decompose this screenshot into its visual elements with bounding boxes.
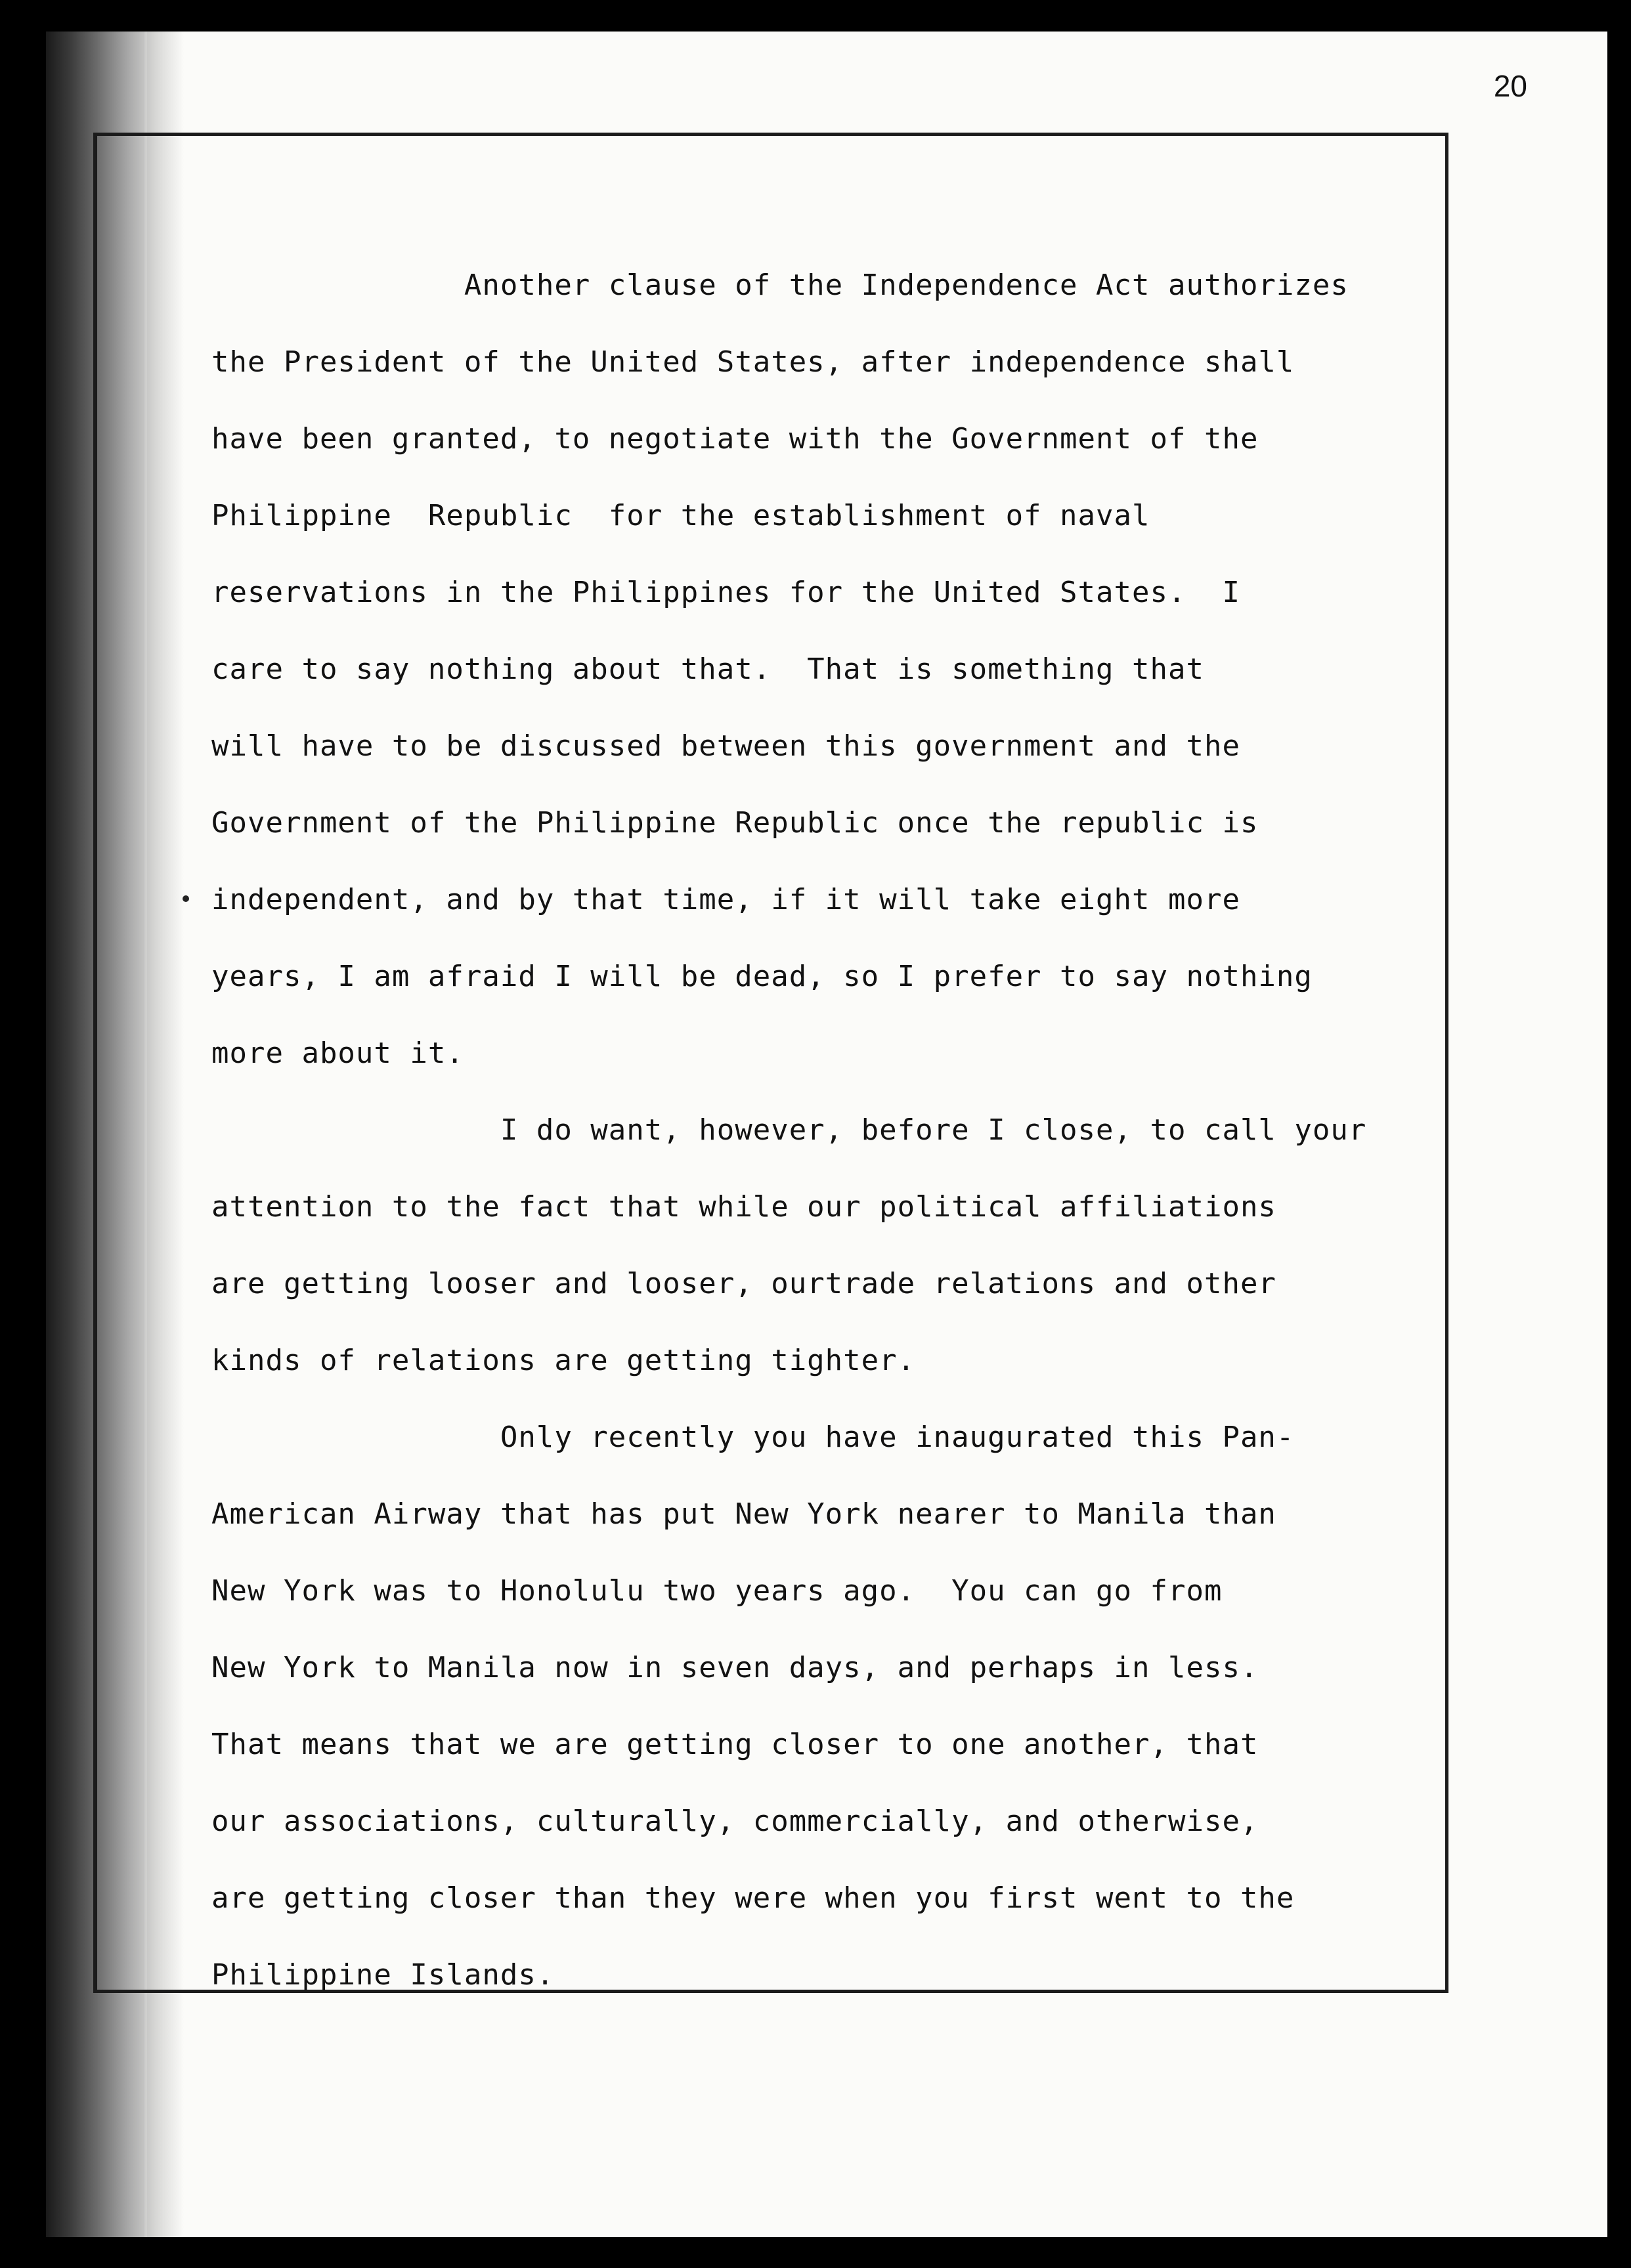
page-number: 20 <box>1493 69 1527 103</box>
text-line: attention to the fact that while our political affiliations <box>211 1190 1276 1224</box>
text-line: Philippine Republic for the establishment of naval <box>211 499 1150 532</box>
text-line: Government of the Philippine Republic once the republic is <box>211 806 1259 840</box>
text-line: our associations, culturally, commercially, and otherwise, <box>211 1805 1259 1838</box>
margin-mark <box>183 895 189 902</box>
text-line: will have to be discussed between this government and the <box>211 729 1240 763</box>
text-line: the President of the United States, after independence shall <box>211 345 1295 379</box>
text-line: are getting closer than they were when you first went to the <box>211 1881 1295 1915</box>
text-line: American Airway that has put New York nearer to Manila than <box>211 1497 1276 1531</box>
text-line: kinds of relations are getting tighter. <box>211 1344 916 1377</box>
text-line: are getting looser and looser, ourtrade relations and other <box>211 1267 1276 1300</box>
text-line: years, I am afraid I will be dead, so I prefer to say nothing <box>211 960 1313 993</box>
text-line: New York was to Honolulu two years ago. You can go from <box>211 1574 1223 1608</box>
text-line: more about it. <box>211 1037 464 1070</box>
text-line: That means that we are getting closer to one another, that <box>211 1728 1259 1761</box>
text-line: Another clause of the Independence Act authorizes <box>211 268 1349 302</box>
text-line: care to say nothing about that. That is something that <box>211 653 1204 686</box>
typed-text-block <box>211 247 1459 2013</box>
text-line: have been granted, to negotiate with the Government of the <box>211 422 1259 456</box>
text-line: Philippine Islands. <box>211 1958 555 1992</box>
text-line: I do want, however, before I close, to call your <box>211 1113 1367 1147</box>
text-line: reservations in the Philippines for the United States. I <box>211 576 1240 609</box>
text-line: independent, and by that time, if it will take eight more <box>211 883 1240 916</box>
text-line: New York to Manila now in seven days, and perhaps in less. <box>211 1651 1259 1684</box>
text-line: Only recently you have inaugurated this Pan- <box>211 1421 1295 1454</box>
